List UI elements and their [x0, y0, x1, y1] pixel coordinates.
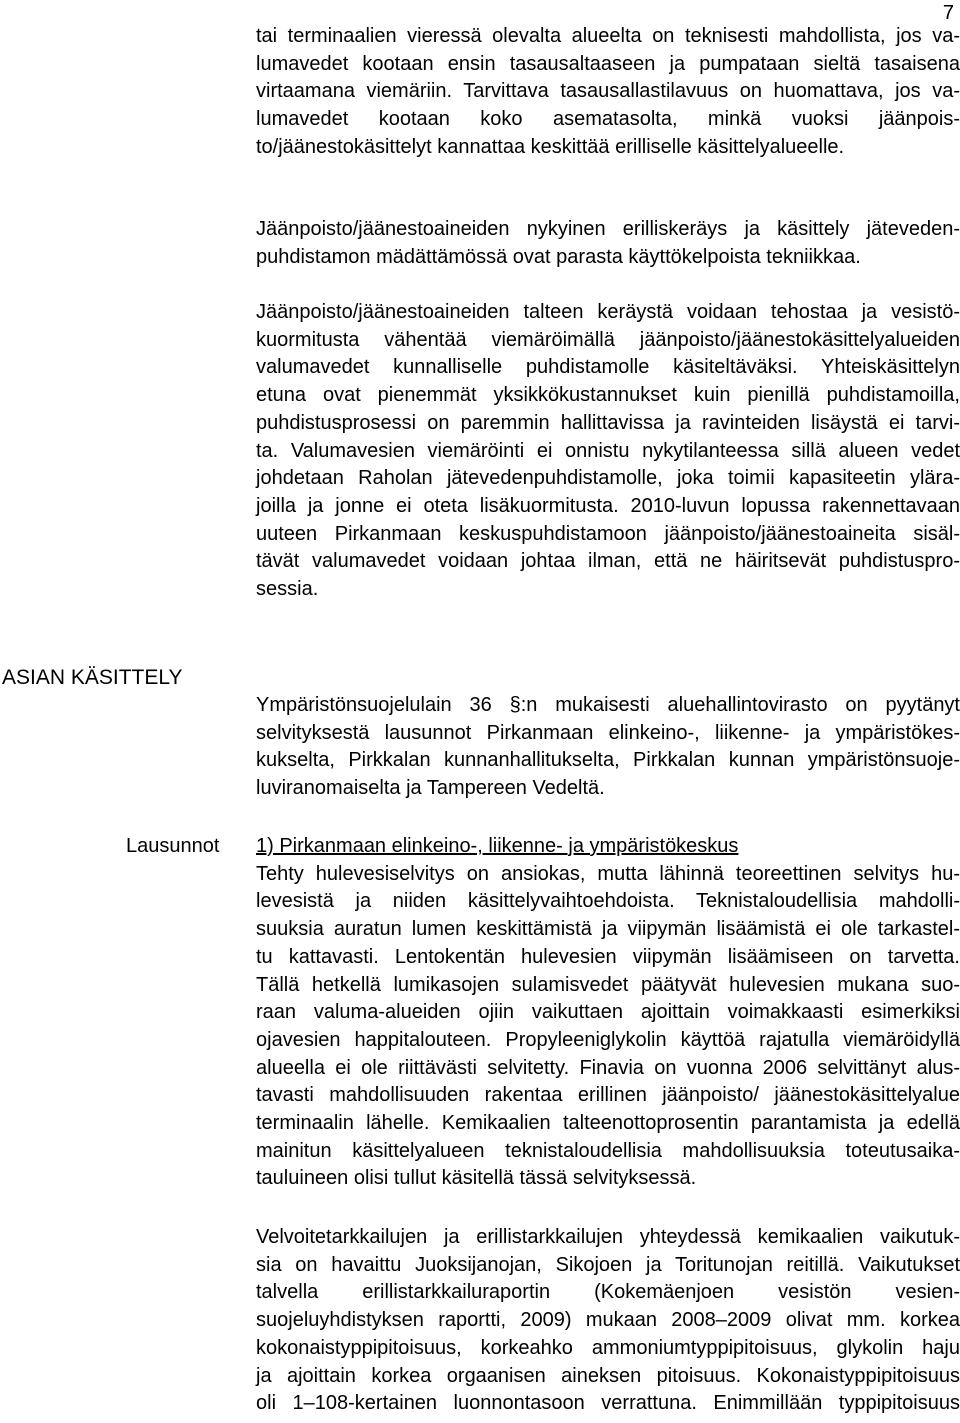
text-line: selvityksestä lausunnot Pirkanmaan elinkeino-, liikenne- ja ympäristökes- — [256, 721, 960, 744]
statement-1-continued — [256, 1224, 960, 1418]
section-heading: ASIAN KÄSITTELY — [2, 666, 183, 689]
text-line: virtaamana viemäriin. Tarvittava tasausallastilavuus on huomattava, jos va- — [256, 80, 960, 103]
text-line: Tehty hulevesiselvitys on ansiokas, mutta lähinnä teoreettinen selvitys hu- — [256, 862, 960, 885]
text-line: ojavesien happitalouteen. Propyleeniglykolin käyttöä rajatulla viemäröidyllä — [256, 1028, 960, 1051]
text-line: uuteen Pirkanmaan keskuspuhdistamoon jäänpoisto/jäänestoaineita sisäl- — [256, 522, 960, 545]
text-line: joilla ja jonne ei oteta lisäkuormitusta. 2010-luvun lopussa rakennettavaan — [256, 494, 960, 517]
text-line: raan valuma-alueiden ojiin vaikuttaen ajoittain voimakkaasti esimerkiksi — [256, 1001, 960, 1024]
text-line: Velvoitetarkkailujen ja erillistarkkailujen yhteydessä kemikaalien vaikutuk- — [256, 1226, 960, 1248]
text-line: suuksia auratun lumen keskittämistä ja viipymän lisäämistä ei ole tarkastel- — [256, 918, 960, 941]
text-line: levesistä ja niiden käsittelyvaihtoehdoista. Teknistaloudellisia mahdolli- — [256, 890, 960, 913]
text-line: kuormitusta vähentää viemäröimällä jäänpoisto/jäänestokäsittelyalueiden — [256, 328, 960, 351]
text-line: tai terminaalien vieressä olevalta alueelta on teknisesti mahdollista, jos va- — [256, 25, 960, 47]
text-line: suojeluyhdistyksen raportti, 2009) mukaan 2008–2009 olivat mm. korkea — [256, 1309, 960, 1332]
text-line: oli 1–108-kertainen luonnontasoon verrattuna. Enimmillään typpipitoisuus — [256, 1392, 960, 1415]
statement-1 — [256, 833, 960, 1193]
text-line: alueella ei ole riittävästi selvitetty. Finavia on vuonna 2006 selvittänyt alus- — [256, 1056, 960, 1079]
text-line: kukselta, Pirkkalan kunnanhallitukselta, Pirkkalan kunnan ympäristönsuoje- — [256, 749, 960, 772]
text-line: kokonaistyppipitoisuus, korkeahko ammoniumtyppipitoisuus, glykolin haju — [256, 1336, 960, 1359]
page-number: 7 — [942, 2, 954, 24]
text-line: tavasti mahdollisuuden rakentaa erillinen jäänpoisto/ jäänestokäsittelyalue — [256, 1084, 960, 1107]
text-line: to/jäänestokäsittelyt kannattaa keskittää erilliselle käsittelyalueelle. — [256, 135, 845, 158]
text-line: tauluineen olisi tullut käsitellä tässä selvityksessä. — [256, 1167, 697, 1190]
text-line: Tällä hetkellä lumikasojen sulamisvedet päätyvät hulevesien mukana suo- — [256, 973, 960, 996]
text-line: terminaalin lähelle. Kemikaalien talteenottoprosentin parantamista ja edellä — [256, 1112, 960, 1135]
text-line: tu kattavasti. Lentokentän hulevesien viipymän lisäämiseen on tarvetta. — [256, 945, 960, 968]
collection-paragraph — [256, 299, 960, 604]
text-line: sia on havaittu Juoksijanojan, Sikojoen ja Toritunojan reitillä. Vaikutukset — [256, 1253, 960, 1276]
text-line: ja ajoittain korkea orgaanisen aineksen pitoisuus. Kokonaistyppipitoisuus — [256, 1364, 960, 1387]
text-line: puhdistusprosessi on paremmin hallittavissa ja ravinteiden lisäystä ei tarvi- — [256, 411, 960, 434]
text-line: sessia. — [256, 578, 319, 601]
text-line: tävät valumavedet voidaan johtaa ilman, että ne häiritsevät puhdistuspro- — [256, 550, 960, 573]
statements-label: Lausunnot — [126, 835, 220, 857]
text-line: mainitun käsittelyalueen teknistaloudellisia mahdollisuuksia toteutusaika- — [256, 1139, 960, 1162]
text-line: ta. Valumavesien viemäröinti ei onnistu nykytilanteessa sillä alueen vedet — [256, 439, 960, 462]
text-line: valumavedet kunnalliselle puhdistamolle käsiteltäväksi. Yhteiskäsittelyn — [256, 356, 960, 379]
text-line: etuna ovat pienemmät yksikkökustannukset kuin pienillä puhdistamoilla, — [256, 384, 960, 407]
section-intro-paragraph — [256, 692, 960, 803]
text-line: lumavedet kootaan koko asematasolta, minkä vuoksi jäänpois- — [256, 108, 960, 131]
text-line: luviranomaiselta ja Tampereen Vedeltä. — [256, 777, 605, 800]
technique-paragraph — [256, 216, 960, 271]
text-line: Ympäristönsuojelulain 36 §:n mukaisesti aluehallintovirasto on pyytänyt — [256, 694, 960, 716]
intro-paragraph — [256, 23, 960, 162]
statement-title: 1) Pirkanmaan elinkeino-, liikenne- ja ympäristökeskus — [256, 835, 739, 857]
text-line: Jäänpoisto/jäänestoaineiden nykyinen erilliskeräys ja käsittely jäteveden- — [256, 218, 960, 240]
text-line: lumavedet kootaan ensin tasausaltaaseen ja pumpataan sieltä tasaisena — [256, 52, 960, 75]
text-line: talvella erillistarkkailuraportin (Kokemäenjoen vesistön vesien- — [256, 1281, 960, 1304]
text-line: Jäänpoisto/jäänestoaineiden talteen keräystä voidaan tehostaa ja vesistö- — [256, 301, 960, 323]
text-line: johdetaan Raholan jätevedenpuhdistamolle, joka toimii kapasiteetin ylära- — [256, 467, 960, 490]
text-line: puhdistamon mädättämössä ovat parasta käyttökelpoista tekniikkaa. — [256, 245, 861, 268]
